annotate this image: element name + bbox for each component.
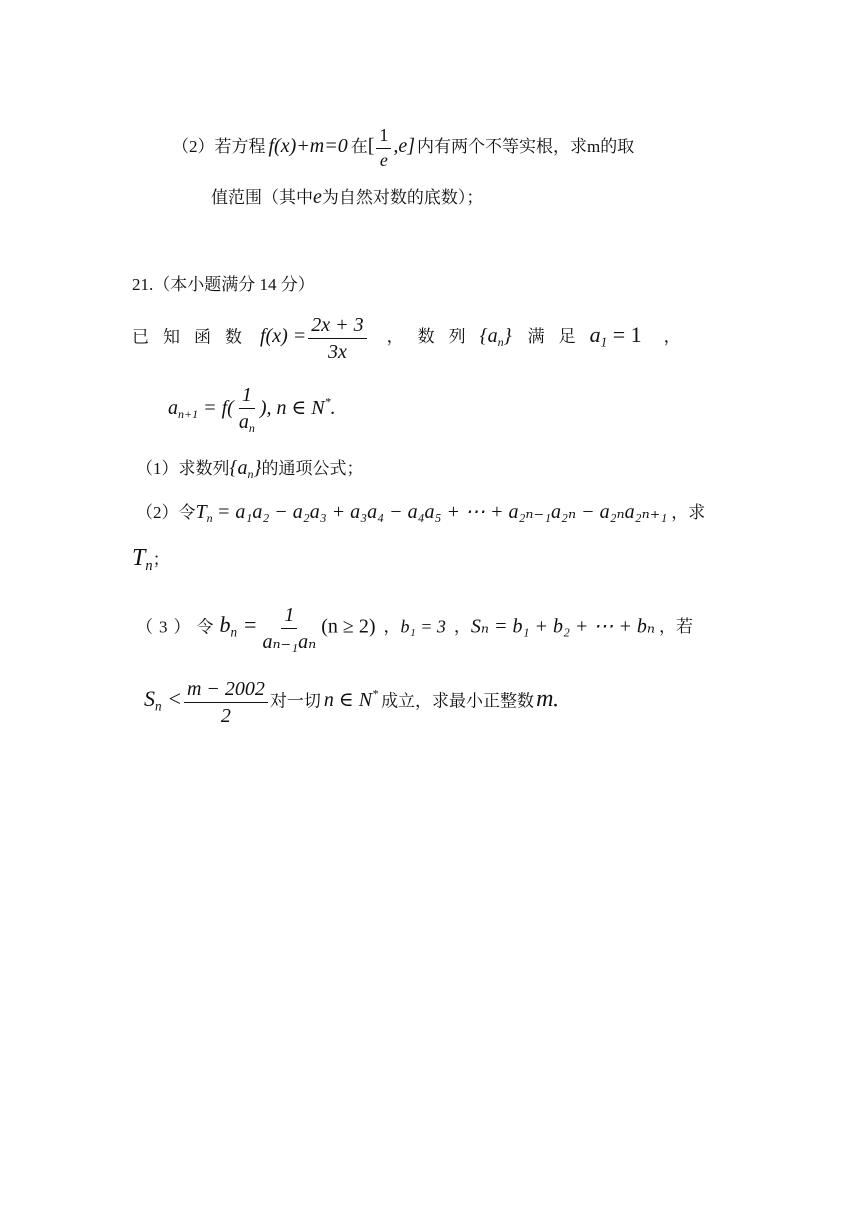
q21-p1-a: （1）求数列	[136, 459, 230, 478]
q21-rec-fraction	[236, 384, 258, 435]
q21-f-den: 3x	[327, 341, 347, 363]
q21-p3-f: 对一切	[269, 691, 321, 711]
q20-p2-interval-den: e	[379, 149, 388, 170]
q21-given-line1	[132, 314, 681, 363]
q21-p3-num: 1	[281, 604, 297, 629]
q21-rec-eq: = f(	[203, 396, 234, 419]
q21-p3-a: （3）令	[136, 617, 220, 637]
q21-p3-S2-var: S	[144, 686, 155, 712]
q21-p3-d: ，	[453, 617, 471, 637]
q21-p2-end: ；	[152, 550, 170, 569]
q21-p3-fraction2	[184, 678, 268, 727]
q21-p3-eq: =	[242, 612, 258, 638]
q21-rec-den	[236, 409, 258, 435]
q20-p2-equation: f(x)+m=0	[268, 135, 348, 158]
q21-rec-lhs-sub: n+1	[178, 406, 199, 421]
q21-rec-tail-wrap	[259, 394, 336, 419]
q21-seq-close: }	[503, 325, 512, 348]
q21-seq-open: {a	[479, 325, 498, 348]
q21-a1	[589, 322, 642, 351]
q21-p3-c: ，	[383, 617, 401, 637]
q21-f-num: 2x + 3	[308, 314, 366, 339]
q20-p2-in: 在	[350, 137, 368, 157]
q21-p1-close: }	[253, 457, 262, 479]
q21-p2-T2	[132, 545, 153, 575]
q20-p2-interval-fraction	[376, 126, 391, 171]
q21-p3-end: .	[553, 691, 558, 711]
q21-p2-T2-sub: n	[145, 558, 153, 575]
q21-given-b: ，数列	[386, 327, 480, 347]
q21-rec-num: 1	[239, 384, 255, 409]
q20-part2-line1	[172, 126, 634, 171]
q21-given-a: 已知函数	[132, 327, 256, 347]
q21-p2-a: （2）令	[136, 503, 196, 522]
q21-p3-g: 成立，求最小正整数	[381, 691, 535, 711]
q20-part2-line2	[211, 187, 483, 207]
q21-part3-line2	[144, 678, 558, 727]
q21-p3-S: Sₙ = b₁ + b₂ + ⋯ + bₙ	[470, 615, 655, 638]
q20-p2-line2-a: 值范围（其中	[211, 188, 313, 207]
q21-f-fraction	[308, 314, 366, 363]
q21-seq	[479, 325, 512, 350]
q21-p3-den: aₙ₋₁aₙ	[262, 631, 317, 653]
q20-p2-line2-e: e	[313, 186, 322, 208]
q21-p1-seq	[229, 457, 262, 482]
q21-p3-den2: 2	[220, 705, 231, 727]
q21-given-c: 满足	[527, 327, 590, 347]
q21-part1	[136, 458, 364, 480]
q21-p3-S2-sub: n	[155, 699, 162, 715]
q21-p3-fraction	[259, 604, 319, 653]
q20-p2-interval-open: [	[367, 135, 375, 158]
q21-rec-sup: *	[324, 394, 331, 409]
q21-rec-den-sub: n	[248, 421, 255, 436]
q21-p3-b-sub: n	[230, 625, 238, 641]
q21-part2-line1	[136, 502, 705, 524]
q21-p1-sub: n	[247, 467, 254, 482]
q21-p2-expr: = a₁a₂ − a₂a₃ + a₃a₄ − a₄a₅ + ⋯ + a₂ₙ₋₁a₂ₙ − a₂ₙa₂ₙ₊₁	[216, 501, 668, 523]
q20-p2-prefix: （2）若方程	[172, 137, 266, 157]
q20-p2-interval-num: 1	[376, 126, 391, 149]
q21-seq-sub: n	[497, 335, 504, 350]
q21-part3-line1	[136, 604, 693, 653]
q21-p3-n	[324, 689, 378, 711]
q21-given-comma: ，	[663, 327, 681, 347]
q21-f-lhs: f(x) =	[260, 325, 307, 348]
q21-p3-nsup: *	[372, 687, 379, 702]
q21-p3-n-expr: n ∈ N	[323, 689, 373, 712]
q21-p1-b: 的通项公式；	[261, 459, 364, 478]
q21-p2-b: ，求	[671, 503, 706, 522]
q21-rec-lhs: a	[168, 396, 178, 419]
q21-p3-b-var: b	[219, 612, 231, 638]
q21-rec-end: .	[330, 396, 336, 419]
q21-p3-e: ，若	[659, 617, 693, 637]
q21-rec-tail: ), n ∈ N	[259, 396, 325, 419]
q21-a1-var: a	[589, 322, 601, 348]
q21-p2-T	[195, 501, 213, 526]
q21-p2-T2-var: T	[132, 545, 146, 571]
q21-recurrence	[168, 384, 336, 435]
q20-p2-interval-rest: ,e]	[393, 135, 416, 158]
q20-p2-line2-b: 为自然对数的底数）；	[321, 188, 484, 207]
q21-p2-T-sub: n	[206, 511, 213, 526]
q21-rec	[168, 397, 234, 419]
q21-a1-sub: 1	[600, 335, 608, 351]
q21-p2-T-var: T	[195, 501, 207, 523]
q21-p1-seq-open: {a	[229, 457, 248, 479]
q21-p3-b1: b₁ = 3	[400, 616, 446, 637]
q21-p3-cond: (n ≥ 2)	[321, 615, 376, 638]
q21-p3-S2	[144, 686, 182, 715]
q21-part2-line2	[132, 546, 170, 573]
q20-p2-suffix: 内有两个不等实根，求m的取	[417, 137, 635, 157]
q21-rec-den-var: a	[238, 411, 249, 433]
q21-p3-num2: m − 2002	[184, 678, 268, 703]
q21-p3-b	[219, 612, 258, 641]
q21-p3-lt: <	[167, 686, 182, 712]
q21-a1-rhs: = 1	[612, 322, 642, 348]
q21-heading: 21.（本小题满分 14 分）	[132, 275, 315, 294]
q21-p3-m: m	[536, 686, 554, 713]
